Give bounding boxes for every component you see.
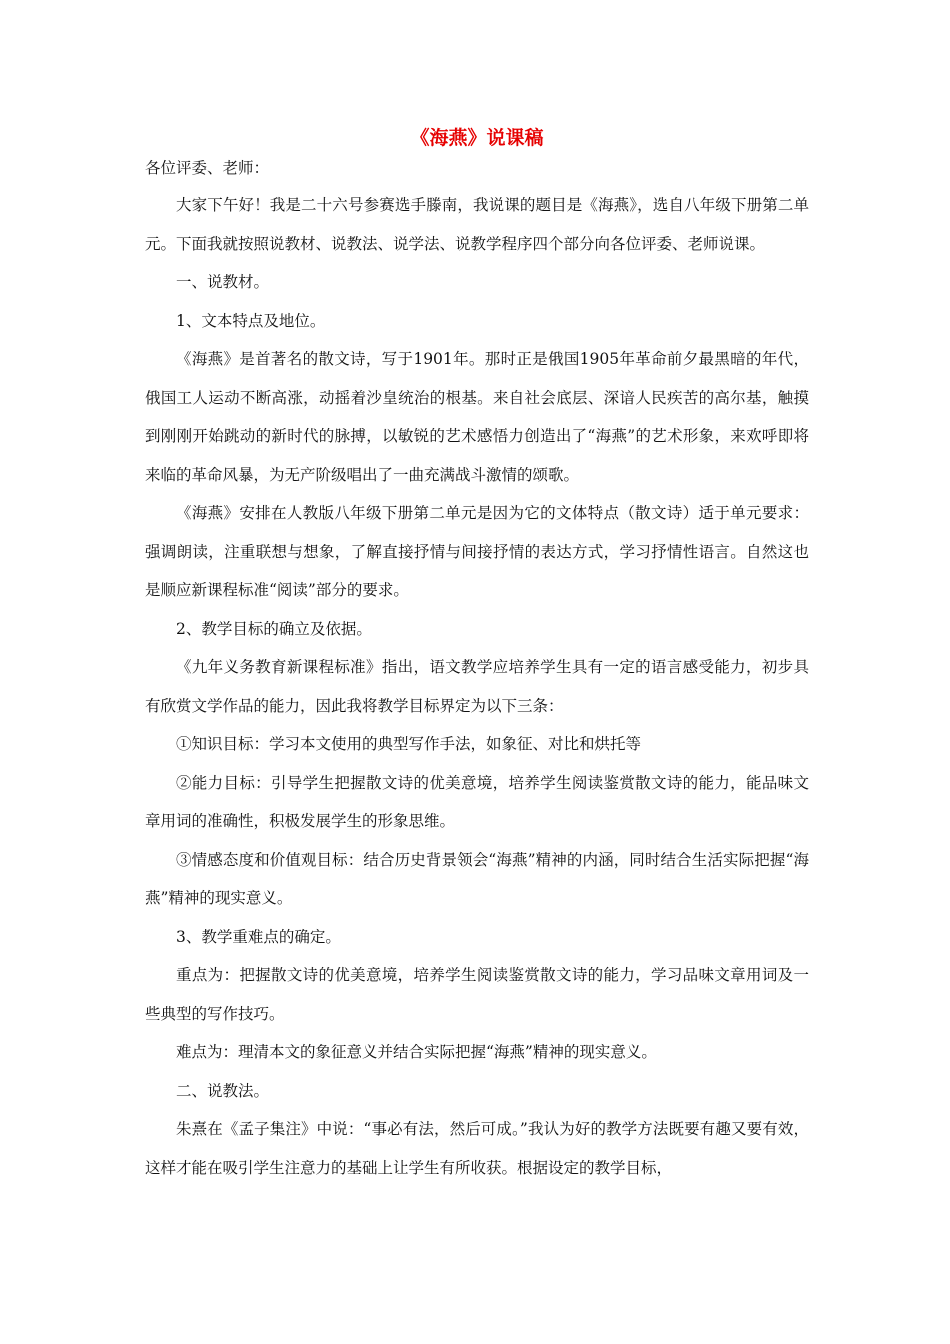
paragraph-key-point: 重点为：把握散文诗的优美意境，培养学生阅读鉴赏散文诗的能力，学习品味文章用词及一些典型的写作技巧。 (145, 966, 809, 1023)
greeting: 各位评委、老师： (145, 159, 270, 177)
paragraph-intro: 大家下午好！我是二十六号参赛选手滕南，我说课的题目是《海燕》，选自八年级下册第二单元。下面我就按照说教材、说教法、说学法、说教学程序四个部分向各位评委、老师说课。 (145, 196, 809, 253)
subheading-text-features: 1、文本特点及地位。 (176, 311, 326, 330)
document-title: 《海燕》说课稿 (410, 127, 544, 149)
paragraph-curriculum-standard: 《九年义务教育新课程标准》指出，语文教学应培养学生具有一定的语言感受能力，初步具有欣赏文学作品的能力，因此我将教学目标界定为以下三条： (145, 658, 809, 715)
goal-ability: ②能力目标：引导学生把握散文诗的优美意境，培养学生阅读鉴赏散文诗的能力，能品味文章用词的准确性，积极发展学生的形象思维。 (145, 773, 809, 830)
paragraph-background: 《海燕》是首著名的散文诗，写于1901年。那时正是俄国1905年革命前夕最黑暗的年代，俄国工人运动不断高涨，动摇着沙皇统治的根基。来自社会底层、深谙人民疾苦的高尔基，触摸到刚刚开始跳动的新时代的脉搏，以敏锐的艺术感悟力创造出了“海燕”的艺术形象，来欢呼即将来临的革命风暴，为无产阶级唱出了一曲充满战斗激情的颂歌。 (145, 350, 809, 484)
paragraph-difficult-point: 难点为：理清本文的象征意义并结合实际把握“海燕”精神的现实意义。 (176, 1043, 657, 1061)
section-heading-textbook: 一、说教材。 (176, 273, 270, 291)
subheading-key-points: 3、教学重难点的确定。 (176, 927, 341, 946)
goal-knowledge: ①知识目标：学习本文使用的典型写作手法，如象征、对比和烘托等 (176, 735, 642, 753)
goal-emotion: ③情感态度和价值观目标：结合历史背景领会“海燕”精神的内涵，同时结合生活实际把握“海燕”精神的现实意义。 (145, 850, 809, 907)
paragraph-unit-placement: 《海燕》安排在人教版八年级下册第二单元是因为它的文体特点（散文诗）适于单元要求：强调朗读，注重联想与想象，了解直接抒情与间接抒情的表达方式，学习抒情性语言。自然这也是顺应新课程标准“阅读”部分的要求。 (145, 504, 809, 599)
paragraph-teaching-method: 朱熹在《孟子集注》中说：“事必有法，然后可成。”我认为好的教学方法既要有趣又要有效，这样才能在吸引学生注意力的基础上让学生有所收获。根据设定的教学目标， (145, 1120, 809, 1177)
subheading-teaching-goals: 2、教学目标的确立及依据。 (176, 619, 372, 638)
section-heading-teaching-method: 二、说教法。 (176, 1081, 270, 1100)
document-page (145, 122, 809, 1187)
